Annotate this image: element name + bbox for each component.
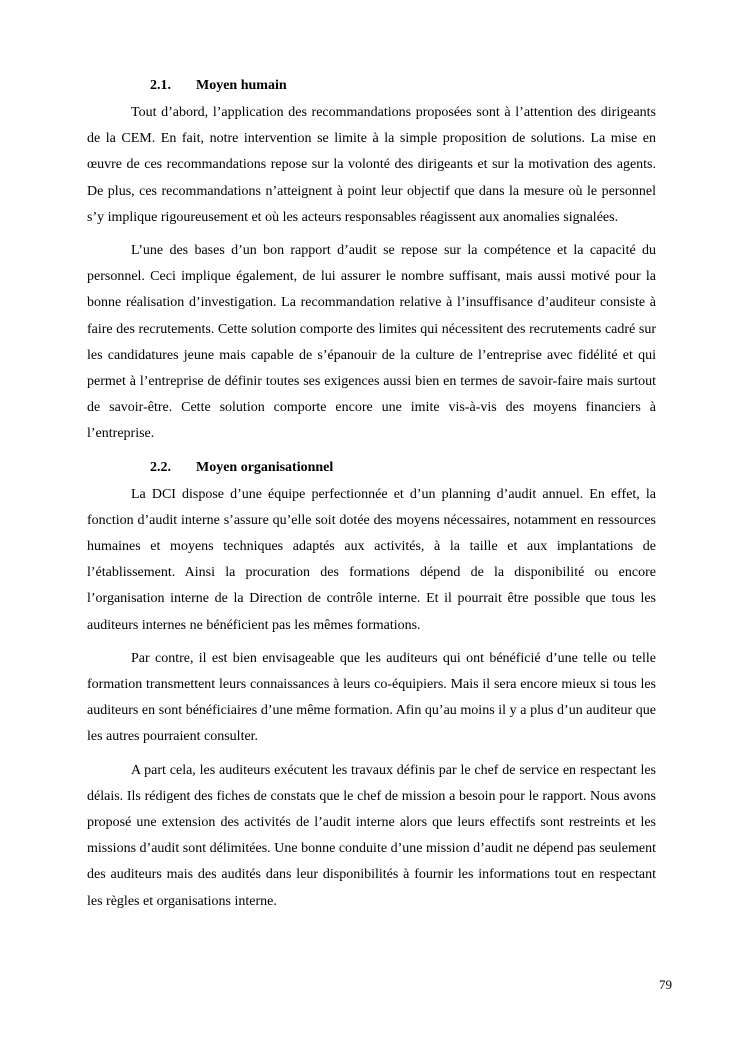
section-title: Moyen organisationnel	[196, 459, 334, 475]
paragraph: A part cela, les auditeurs exécutent les travaux définis par le chef de service en respectant les délais. Ils rédigent des fiches de constats que le chef de mission a besoin pour le rapport. Nous avons proposé une extension des activités de l’audit interne alors que leurs effectifs sont restreints et les missions d’audit sont délimitées. Une bonne conduite d’une mission d’audit ne dépend pas seulement des auditeurs mais des audités dans leur disponibilités à fournir les informations tout en respectant les règles et organisations interne.	[87, 762, 656, 909]
paragraph: Tout d’abord, l’application des recommandations proposées sont à l’attention des dirigeants de la CEM. En fait, notre intervention se limite à la simple proposition de solutions. La mise en œuvre de ces recommandations repose sur la volonté des dirigeants et sur la motivation des agents. De plus, ces recommandations n’atteignent à point leur objectif que dans la mesure où le personnel s’y implique rigoureusement et où les acteurs responsables réagissent aux anomalies signalées.	[87, 105, 656, 225]
section-heading-moyen-organisationnel	[87, 458, 656, 478]
paragraph: Par contre, il est bien envisageable que les auditeurs qui ont bénéficié d’une telle ou telle formation transmettent leurs connaissances à leurs co-équipiers. Mais il sera encore mieux si tous les auditeurs en sont bénéficiaires d’une même formation. Afin qu’au moins il y a plus d’un auditeur que les autres pourraient consulter.	[87, 650, 656, 745]
paragraph: L’une des bases d’un bon rapport d’audit se repose sur la compétence et la capacité du personnel. Ceci implique également, de lui assurer le nombre suffisant, mais aussi motivé pour la bonne réalisation d’investigation. La recommandation relative à l’insuffisance d’auditeur consiste à faire des recrutements. Cette solution comporte des limites qui nécessitent des recrutements cadré sur les candidatures jeune mais capable de s’épanouir de la culture de l’entreprise avec fidélité et qui permet à l’entreprise de définir toutes ses exigences aussi bien en termes de savoir-faire mais surtout de savoir-être. Cette solution comporte encore une imite vis-à-vis des moyens financiers à l’entreprise.	[87, 243, 656, 442]
paragraph: La DCI dispose d’une équipe perfectionnée et d’un planning d’audit annuel. En effet, la fonction d’audit interne s’assure qu’elle soit dotée des moyens nécessaires, notamment en ressources humaines et moyens techniques adaptés aux activités, à la taille et aux implantations de l’établissement. Ainsi la procuration des formations dépend de la disponibilité ou encore l’organisation interne de la Direction de contrôle interne. Et il pourrait être possible que tous les auditeurs internes ne bénéficient pas les mêmes formations.	[87, 486, 656, 633]
section-number: 2.2.	[150, 459, 171, 475]
section-heading-moyen-humain	[87, 76, 656, 96]
page-number: 79	[659, 977, 672, 992]
section-number: 2.1.	[150, 78, 171, 93]
section-title: Moyen humain	[196, 78, 287, 93]
document-page	[87, 76, 656, 922]
